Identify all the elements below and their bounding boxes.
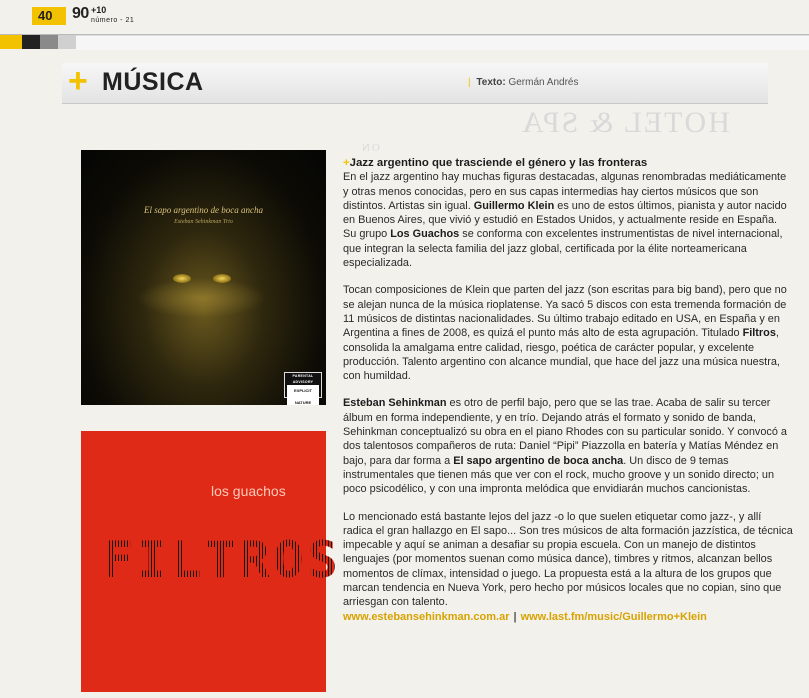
- headline-text: Jazz argentino que trasciende el género y las fronteras: [349, 157, 648, 169]
- section-title: MÚSICA: [102, 68, 204, 96]
- p2-album-filtros: Filtros: [742, 327, 776, 340]
- page-number: 40: [32, 7, 66, 25]
- cover2-album: FILTROS: [103, 531, 342, 589]
- paragraph-2: [343, 283, 793, 383]
- plus-icon: +: [68, 62, 88, 100]
- p1-text-a: En el jazz argentino hay muchas figuras destacadas, algunas renombradas mediáticamente y otras menos conocidas, pero en sus capas intermedias hay ciertos músicos que son distintos. Artistas sin igual.: [343, 171, 787, 212]
- paragraph-1: [343, 170, 793, 270]
- byline-label: Texto:: [476, 77, 506, 88]
- parental-advisory-badge: [284, 372, 322, 405]
- p3-name-sehinkman: Esteban Sehinkman: [343, 397, 447, 410]
- link-separator: |: [513, 610, 517, 623]
- link-sehinkman[interactable]: www.estebansehinkman.com.ar: [343, 610, 510, 623]
- frog-eye-icon: [213, 274, 231, 283]
- cover1-artist: Esteban Sehinkman Trio: [174, 219, 233, 225]
- p2-text-c: , consolida la amalgama entre calidad, riesgo, poética de carácter popular, y excelente producción. Talento argentino con alcance mundial, que hace del jazz una música nuestra, con humildad.: [343, 327, 780, 383]
- article-body: [343, 156, 793, 624]
- cover2-band: los guachos: [211, 483, 286, 499]
- headline-plus-icon: +: [343, 157, 350, 169]
- frog-eye-icon: [173, 274, 191, 283]
- logo-issue: número - 21: [91, 17, 135, 24]
- block-black: [22, 35, 40, 49]
- p3-album-sapo: El sapo argentino de boca ancha: [453, 454, 624, 467]
- paragraph-4: Lo mencionado está bastante lejos del jazz -o lo que suelen etiquetar como jazz-, y allí radica el gran hallazgo en El sapo... Son tres músicos de alta formación jazzística, de técnica impecable y aquí se animan a desafiar su propia escuela. Con un manejo de distintos lenguajes (por momentos suenan como música dance), timbres y ritmos, alcanzan bellos momentos de clímax, intensidad o juego. La propuesta está a la altura de los grupos que marcan tendencia en Nueva York, pero hecho por músicos locales que no copian, sino que arriesgan con talento.: [343, 510, 793, 609]
- paragraph-3: [343, 396, 793, 496]
- p3-text-d: . Un disco de 9 temas instrumentales que tienen más que ver con el rock, mucho groove y un sonido directo; un poco psicodélico, y con una impronta melódica que envidiarán muchos cancionistas.: [343, 454, 775, 496]
- ghost-text-sub: ON: [360, 142, 380, 154]
- p3-text-b: es otro de perfil bajo, pero que se las trae. Acaba de salir su tercer álbum en forma independiente, y en trío. Dejando atrás el formato y sonido de banda, Sehinkman conceptualizó su obra en el piano Rhodes con su particular sonido. Y convocó a dos talentosos compañeros de ruta: Daniel “Pipi” Piazzolla en batería y Matías Méndez en bajo, para dar forma a: [343, 397, 787, 467]
- paragraph-gap: [343, 383, 793, 396]
- article-headline: [343, 156, 793, 170]
- album-cover-sapo: [81, 150, 326, 405]
- magazine-logo: [72, 5, 135, 24]
- logo-main: 90: [72, 5, 89, 22]
- paragraph-gap: [343, 270, 793, 283]
- paragraph-gap: [343, 497, 793, 510]
- byline-author: Germán Andrés: [508, 77, 579, 88]
- p1-name-klein: Guillermo Klein: [473, 199, 555, 212]
- byline-bar-icon: |: [468, 77, 471, 88]
- block-white: [76, 35, 809, 50]
- byline: [468, 77, 578, 88]
- ghost-text-hotel: HOTEL & SPA: [520, 106, 730, 139]
- p1-name-guachos: Los Guachos: [390, 228, 460, 241]
- block-gray: [40, 35, 58, 49]
- p1-text-e: se conforma con excelentes instrumentistas de nivel internacional, que integran la selecta familia del jazz global, certificada por la élite norteamericana especializada.: [343, 228, 783, 270]
- links-line: [343, 610, 793, 624]
- block-yellow: [0, 35, 22, 49]
- section-header: [62, 63, 768, 104]
- block-lightgray: [58, 35, 76, 49]
- advisory-top: PARENTAL ADVISORY: [292, 374, 314, 384]
- frog-glow: [136, 278, 266, 318]
- p2-text-a: Tocan composiciones de Klein que parten del jazz (son escritas para big band), pero que no se alejan nunca de la música rioplatense. Ya sacó 5 discos con esta tremenda formación de 11 músicos de distintas nacionalidades. Su último trabajo editado en USA, en España y en Argentina a fines de 2008, es quizá el punto más alto de esta agrupación. Titulado: [343, 284, 787, 340]
- album-cover-filtros: [81, 431, 342, 692]
- link-lastfm-klein[interactable]: www.last.fm/music/Guillermo+Klein: [520, 610, 707, 623]
- p1-text-c: es uno de estos últimos, pianista y autor nacido en Buenos Aires, que vivió y estudió en Estados Unidos, y actualmente reside en España. Su grupo: [343, 199, 787, 241]
- advisory-bottom: EXPLICIT NATURE: [287, 385, 319, 405]
- logo-sup: +10: [91, 5, 107, 15]
- cover1-title: El sapo argentino de boca ancha: [144, 205, 263, 215]
